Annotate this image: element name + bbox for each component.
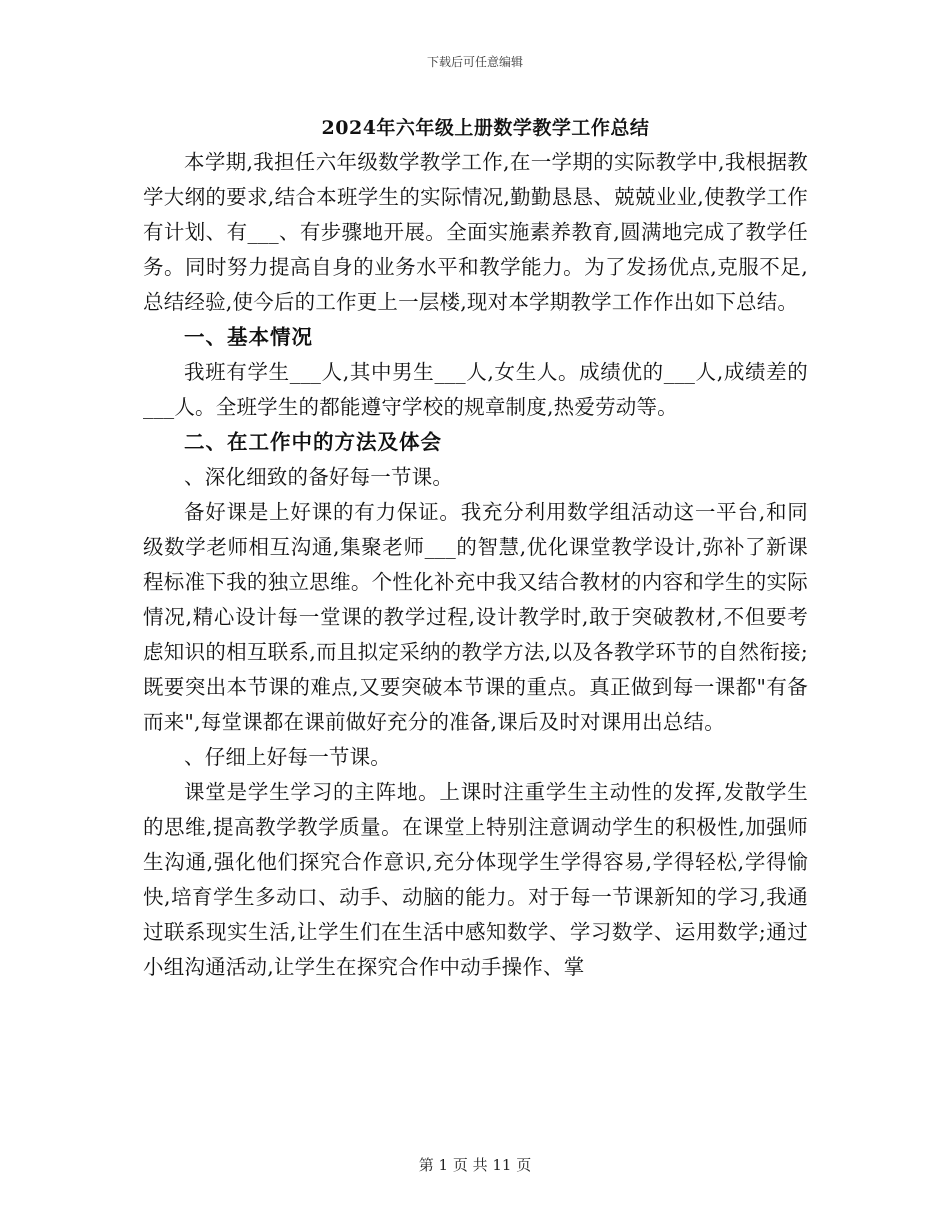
subsection-heading-prepare-lessons: 、深化细致的备好每一节课。: [184, 465, 454, 489]
intro-paragraph: 本学期,我担任六年级数学教学工作,在一学期的实际教学中,我根据教学大纲的要求,结合本班学生的实际情况,勤勤恳恳、兢兢业业,使教学工作有计划、有___、有步骤地开展。全面实施素养教育,圆满地完成了教学任务。同时努力提高自身的业务水平和教学能力。为了发扬优点,克服不足,总结经验,使今后的工作更上一层楼,现对本学期教学工作作出如下总结。: [143, 150, 808, 314]
section-heading-basic-situation: 一、基本情况: [184, 325, 313, 349]
subsection-teach-lessons-text: 课堂是学生学习的主阵地。上课时注重学生主动性的发挥,发散学生的思维,提高教学教学质量。在课堂上特别注意调动学生的积极性,加强师生沟通,强化他们探究合作意识,充分体现学生学得容易,学得轻松,学得愉快,培育学生多动口、动手、动脑的能力。对于每一节课新知的学习,我通过联系现实生活,让学生们在生活中感知数学、学习数学、运用数学;通过小组沟通活动,让学生在探究合作中动手操作、掌: [143, 780, 808, 979]
subsection-heading-teach-lessons: 、仔细上好每一节课。: [184, 745, 391, 769]
page-header-note: 下载后可任意编辑: [426, 55, 523, 69]
document-title: 2024年六年级上册数学教学工作总结: [321, 117, 650, 139]
page-number-footer: 第 1 页 共 11 页: [418, 1156, 532, 1174]
subsection-prepare-lessons-text: 备好课是上好课的有力保证。我充分利用数学组活动这一平台,和同级数学老师相互沟通,集聚老师___的智慧,优化课堂教学设计,弥补了新课程标准下我的独立思维。个性化补充中我又结合教材的内容和学生的实际情况,精心设计每一堂课的教学过程,设计教学时,敢于突破教材,不但要考虑知识的相互联系,而且拟定采纳的教学方法,以及各教学环节的自然衔接;既要突出本节课的难点,又要突破本节课的重点。真正做到每一课都"有备而来",每堂课都在课前做好充分的准备,课后及时对课用出总结。: [143, 500, 808, 734]
section-heading-methods: 二、在工作中的方法及体会: [184, 430, 442, 454]
document-body: [143, 111, 808, 985]
section-basic-situation-text: 我班有学生___人,其中男生___人,女生人。成绩优的___人,成绩差的___人。全班学生的都能遵守学校的规章制度,热爱劳动等。: [143, 360, 808, 419]
